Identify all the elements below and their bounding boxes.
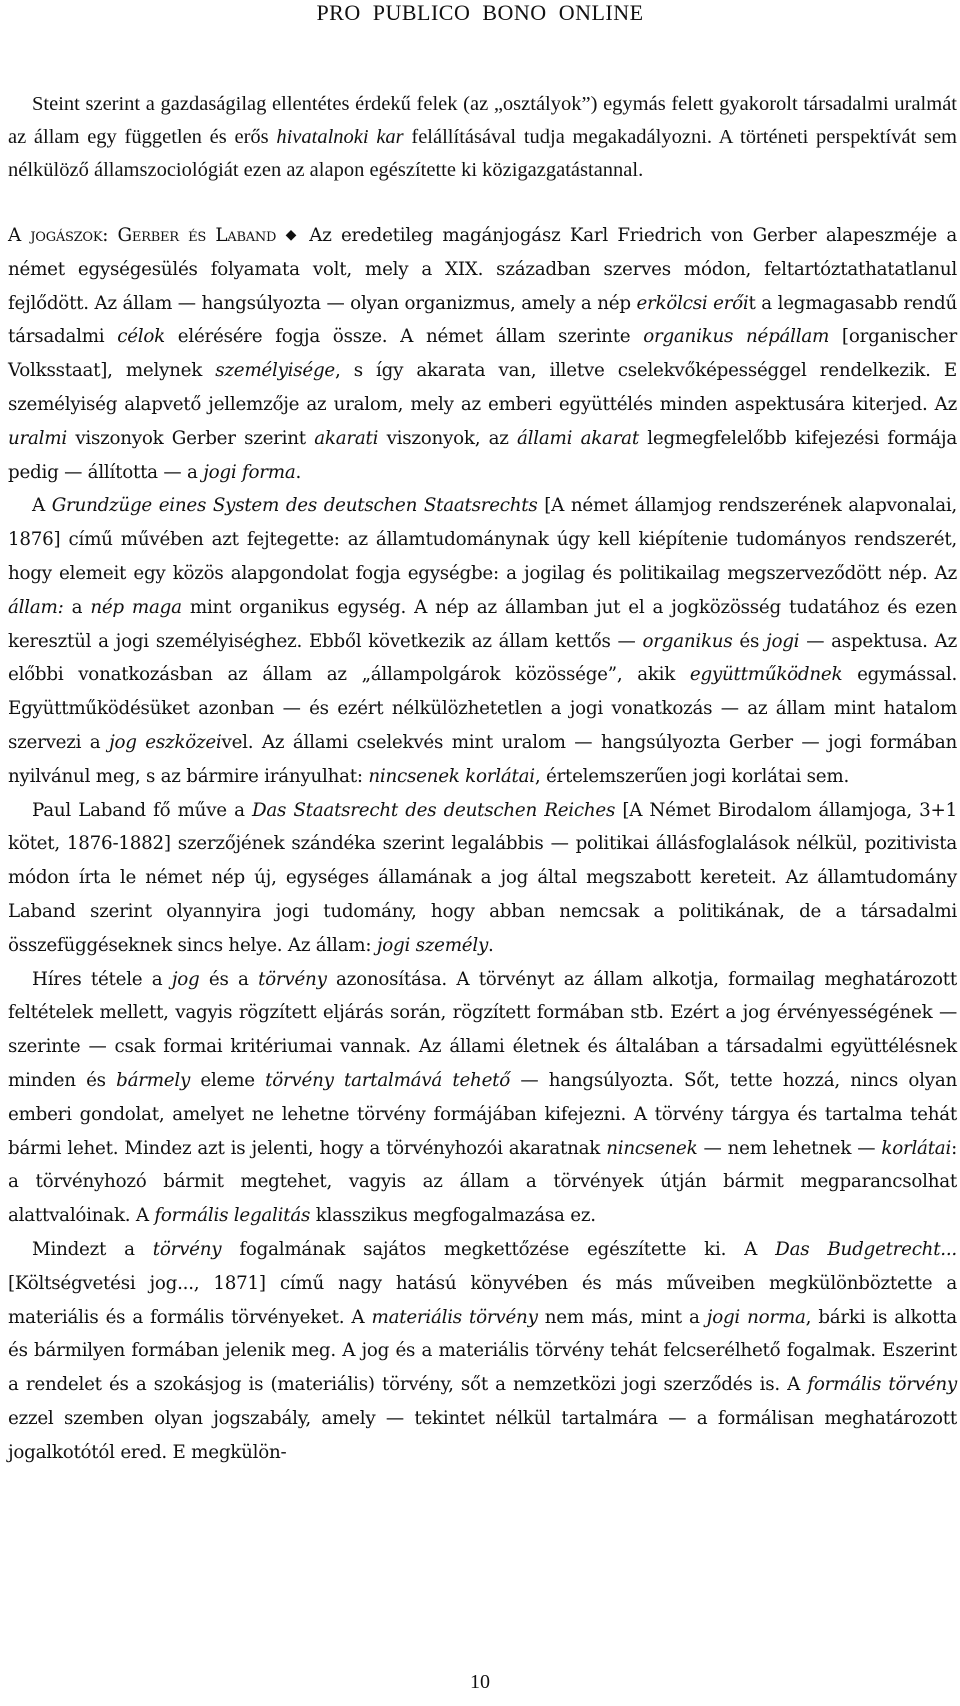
text-run: — nem lehetnek — — [697, 1137, 882, 1159]
italic-run: együttműködnek — [689, 664, 843, 686]
text-run: fogalmának sajátos megkettőzése egészítette ki. A — [221, 1238, 776, 1260]
text-run: [organischer Volksstaat], melynek — [8, 326, 957, 382]
paragraph-jog-torveny — [8, 963, 957, 1233]
italic-run: organikus népállam — [643, 326, 830, 348]
text-run: eleme — [190, 1069, 266, 1091]
italic-run: jog — [171, 968, 200, 990]
text-run: [A Német Birodalom államjoga, 3+1 kötet, 1876-1882] szerzőjének szándéka szerint legalábbis — politikai állásfoglalások nélkül, pozitivista módon írta le német nép új, egységes államának a jog által megszabott kereteit. Az államtudomány Laband szerint olyannyira jogi tudomány, hogy abban nemcsak a politikának, de a társadalmi összefüggéseknek sincs helye. Az állam: — [8, 799, 958, 956]
text-run: Híres tétele a — [32, 968, 172, 990]
italic-run: nincsenek — [606, 1137, 698, 1159]
paragraph-grundzuge — [8, 489, 957, 793]
italic-run: nép maga — [90, 596, 182, 618]
text-run: a — [63, 596, 91, 618]
text-run: Az eredetileg magánjogász Karl Friedrich von Gerber alapeszméje a német egységesülés folyamata volt, mely a XIX. században szerves módon, feltartóztathatatlanul fejlődött. Az állam — hangsúlyozta — olyan organizmus, amely a nép — [8, 225, 957, 314]
diamond-separator-icon: ◆ — [285, 227, 300, 243]
paragraph-budgetrecht — [8, 1233, 957, 1470]
italic-run: törvény tartalmává tehető — [265, 1069, 510, 1091]
italic-run: jogi — [766, 630, 800, 652]
italic-run: Grundzüge eines System des deutschen Staatsrechts — [51, 495, 538, 517]
text-run: ezzel szemben olyan jogszabály, amely — tekintet nélkül tartalmára — a formálisan meghatározott jogalkotótól ered. E megkülön- — [8, 1407, 957, 1463]
italic-run: törvény — [258, 968, 327, 990]
page-number: 10 — [470, 1671, 490, 1693]
paragraph-laband — [8, 794, 957, 963]
text-run: . — [295, 461, 302, 483]
text-run: és a — [199, 968, 259, 990]
italic-run: Das Budgetrecht... — [775, 1238, 957, 1260]
intro-paragraph-block — [8, 88, 957, 187]
running-header: PRO PUBLICO BONO ONLINE — [316, 0, 644, 25]
section-heading: A jogászok: Gerber és Laband — [8, 225, 277, 246]
italic-run: formális legalitás — [154, 1205, 311, 1227]
text-run: , értelemszerűen jogi korlátai sem. — [534, 765, 850, 787]
italic-run: jogi forma — [203, 461, 296, 483]
italic-run: állam: — [8, 596, 64, 618]
text-run: , s így akarata van, illetve cselekvőképességgel rendelkezik. E személyiség alapvető jellemzője az uralom, mely az emberi együttélés minden aspektusára kiterjed. Az — [8, 360, 957, 415]
italic-run: Das Staatsrecht des deutschen Reiches — [251, 799, 616, 821]
italic-run: formális törvény — [807, 1374, 957, 1396]
text-run: és — [732, 630, 767, 652]
italic-run: korlátai — [881, 1137, 952, 1159]
italic-run: bármely — [116, 1069, 191, 1091]
italic-run: állami akarat — [517, 427, 639, 449]
italic-run: hivatalnoki kar — [276, 126, 404, 148]
text-run: [Költségvetési jog..., 1871] című nagy hatású könyvében és más műveiben megkülönböztette a materiális és a formális törvényeket. A — [8, 1272, 957, 1328]
text-run: elérésére fogja össze. A német állam szerinte — [164, 326, 644, 348]
italic-run: törvény — [152, 1238, 222, 1260]
italic-run: materiális törvény — [371, 1306, 538, 1328]
main-text — [8, 219, 957, 1469]
italic-run: jog eszközei — [109, 731, 222, 753]
italic-run: személyisége — [215, 360, 335, 382]
text-run: mint organikus egység. A nép az államban jut el a jogközösség tudatához és ezen keresztül a jogi személyiséghez. Ebből következik az állam kettős — — [8, 596, 957, 652]
text-run: vel. Az állami cselekvés mint uralom — hangsúlyozta Gerber — jogi formában nyilvánul meg, s az bármire irányulhat: — [8, 731, 958, 787]
italic-run: erkölcsi erői — [636, 292, 749, 314]
italic-run: célok — [117, 326, 165, 348]
italic-run: jogi norma — [706, 1306, 806, 1328]
text-run: Mindezt a — [32, 1238, 153, 1260]
text-run: A — [32, 495, 52, 517]
italic-run: nincsenek korlátai — [368, 765, 535, 787]
text-run: legmegfelelőbb kifejezési formája pedig — állította — a — [8, 427, 957, 483]
text-run: . — [488, 934, 494, 956]
text-run: Paul Laband fő műve a — [32, 799, 252, 821]
text-run: t a legmagasabb rendű társadalmi — [8, 292, 957, 348]
paragraph-gerber-intro — [8, 219, 957, 489]
italic-run: organikus — [642, 630, 733, 652]
italic-run: uralmi — [8, 427, 67, 449]
text-run: felállításával tudja megakadályozni. A történeti perspektívát sem nélkülöző államszociológiát ezen az alapon egészítette ki közigazgatástannal. — [8, 126, 957, 181]
intro-paragraph — [8, 88, 957, 187]
text-run: : a törvényhozó bármit megtehet, vagyis az állam a törvények útján bármit megparancsolhat alattvalóinak. A — [8, 1137, 957, 1227]
text-run: — hangsúlyozta. Sőt, tette hozzá, nincs olyan emberi gondolat, amelyet ne lehetne törvény formájában kifejezni. A törvény tárgya és tartalma tehát bármi lehet. Mindez azt is jelenti, hogy a törvényhozói akaratnak — [8, 1069, 957, 1159]
text-run: nem más, mint a — [537, 1306, 707, 1328]
italic-run: akarati — [314, 427, 379, 449]
text-run: viszonyok, az — [378, 427, 518, 449]
text-run: azonosítása. A törvényt az állam alkotja, formailag meghatározott feltételek mellett, vagyis rögzített eljárás során, rögzített formában stb. Ezért a jog érvényességének — szerinte — csak formai kritériumai vannak. Az állami életnek és általában a társadalmi együttélésnek minden és — [8, 968, 957, 1091]
text-run: egymással. Együttműködésüket azonban — és ezért nélkülözhetetlen a jogi vonatkozás — az állam mint hatalom szervezi a — [8, 664, 958, 753]
text-run: [A német államjog rendszerének alapvonalai, 1876] című művében azt fejtegette: az államtudománynak úgy kell kiépítenie tudományos rendszerét, hogy elemeit egy közös alapgondolat fogja egységbe: a jogilag és politikailag megszerveződött nép. Az — [8, 495, 957, 584]
text-run: Steint szerint a gazdaságilag ellentétes érdekű felek (az „osztályok”) egymás felett gyakorolt társadalmi uralmát az állam egy független és erős — [8, 93, 957, 148]
text-run: klasszikus megfogalmazása ez. — [310, 1205, 596, 1227]
text-run: , bárki is alkotta és bármilyen formában jelenik meg. A jog és a materiális törvény tehát felcserélhető fogalmak. Eszerint a rendelet és a szokásjog is (materiális) törvény, sőt a nemzetközi jogi szerződés is. A — [8, 1306, 957, 1396]
text-run: — aspektusa. Az előbbi vonatkozásban az állam az „állampolgárok közössége”, akik — [8, 630, 957, 686]
italic-run: jogi személy — [376, 934, 489, 956]
text-run: viszonyok Gerber szerint — [66, 427, 315, 449]
